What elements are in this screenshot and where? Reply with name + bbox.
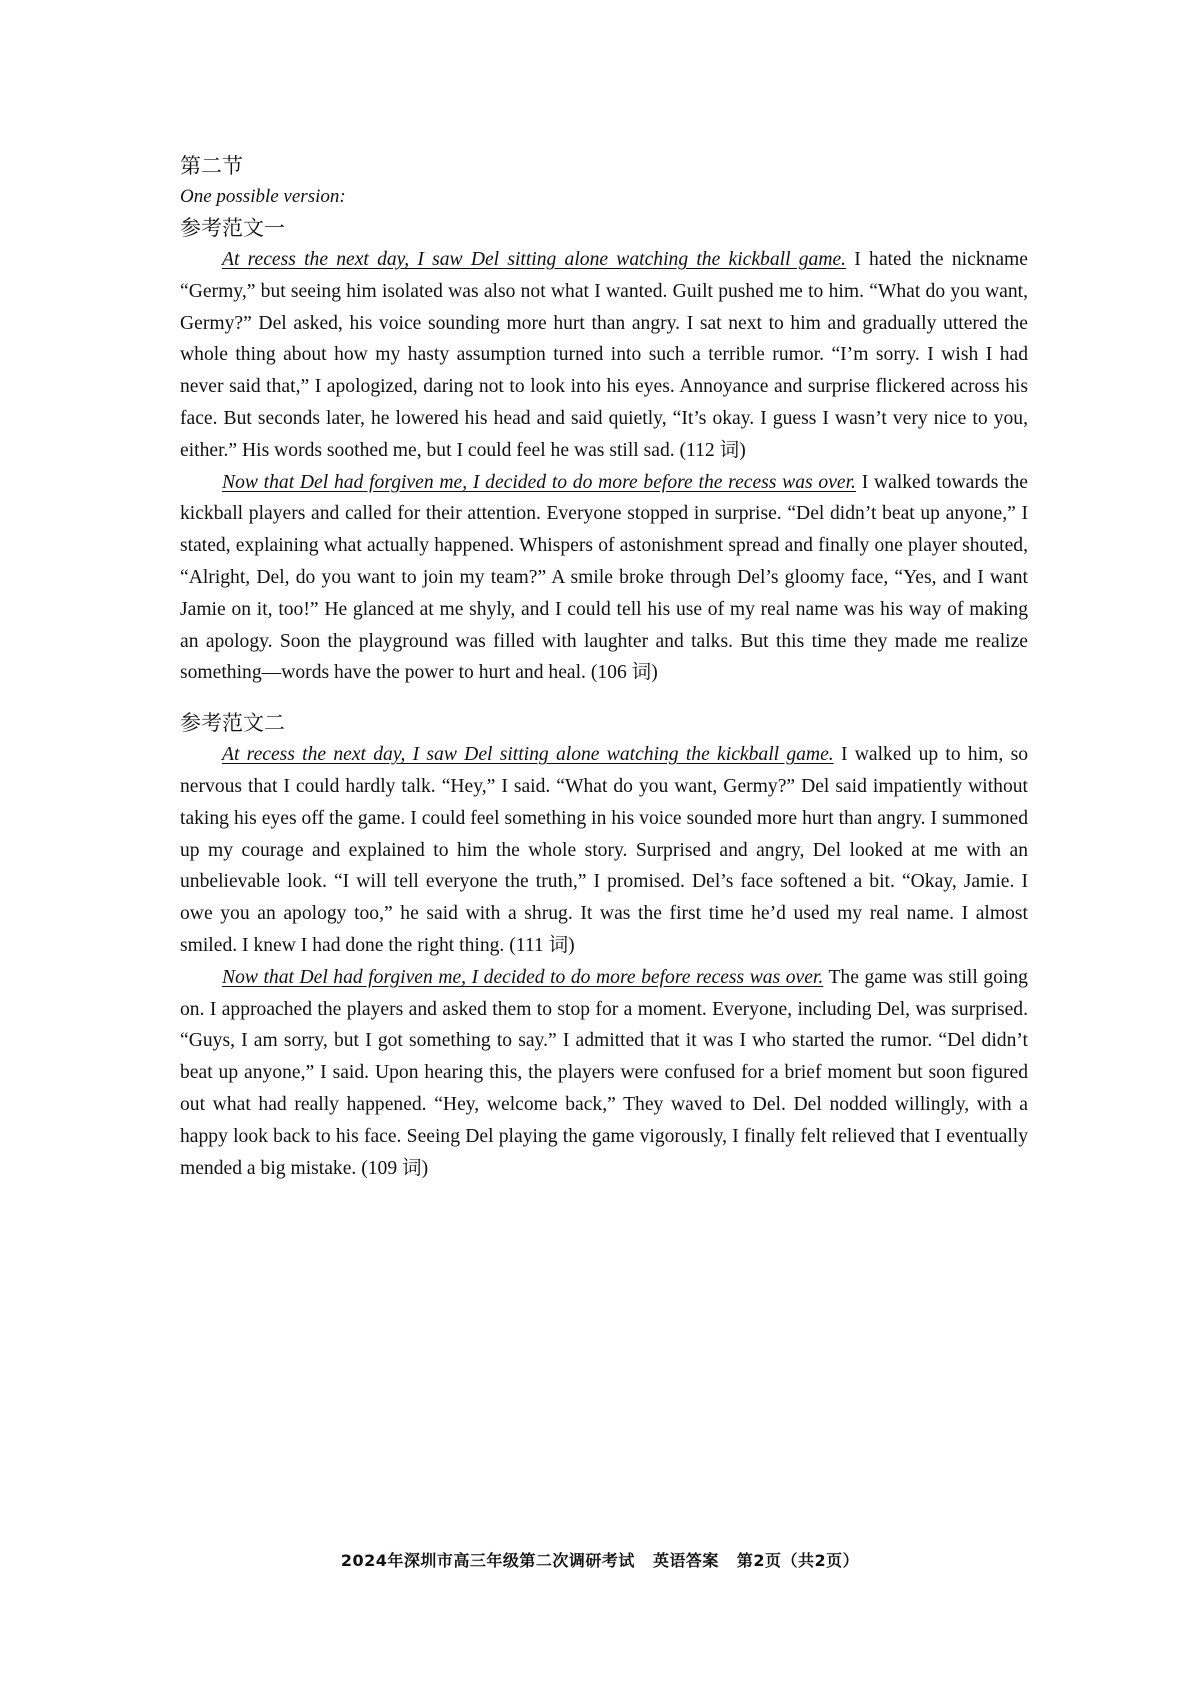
essay-paragraph [180,244,1028,467]
essay-title: 参考范文一 [180,216,285,240]
exam-name: 2024年深圳市高三年级第二次调研考试 [340,1551,635,1570]
version-label: One possible version: [180,186,346,207]
page-number: 第2页（共2页） [736,1551,860,1570]
given-opening-sentence: At recess the next day, I saw Del sitting alone watching the kickball game. [222,249,847,270]
essay-paragraph [180,467,1028,690]
section-title: 第二节 [180,154,243,178]
essay-one [180,212,1028,689]
given-opening-sentence: Now that Del had forgiven me, I decided to do more before the recess was over. [222,471,856,493]
essay-title: 参考范文二 [180,711,285,736]
essay-paragraph [180,739,1028,962]
given-opening-sentence: At recess the next day, I saw Del sitting alone watching the kickball game. [222,744,834,766]
essay-two [180,707,1028,1184]
page-footer [0,1548,1200,1571]
paragraph-text: I hated the nickname “Germy,” but seeing him isolated was also not what I wanted. Guilt pushed me to him. “What do you want, Germy?” Del asked, his voice sounding more hurt than angry. I sat next to him and gradually uttered the whole thing about how my hasty assumption turned into such a terrible rumor. “I’m sorry. I wish I had never said that,” I apologized, daring not to look into his eyes. Annoyance and surprise flickered across his face. But seconds later, he lowered his head and said quietly, “It’s okay. I guess I wasn’t very nice to you, either.” His words soothed me, but I could feel he was still sad. (112 词) [180,249,1028,461]
answer-page [180,150,1028,1184]
essay-paragraph [180,962,1028,1185]
given-opening-sentence: Now that Del had forgiven me, I decided to do more before recess was over. [222,966,824,988]
subject-label: 英语答案 [652,1551,719,1570]
paragraph-text: I walked towards the kickball players and called for their attention. Everyone stopped in surprise. “Del didn’t beat up anyone,” I stated, explaining what actually happened. Whispers of astonishment spread and finally one player shouted, “Alright, Del, do you want to join my team?” A smile broke through Del’s gloomy face, “Yes, and I want Jamie on it, too!” He glanced at me shyly, and I could tell his use of my real name was his way of making an apology. Soon the playground was filled with laughter and talks. But this time they made me realize something—words have the power to hurt and heal. (106 词) [180,471,1029,684]
paragraph-text: The game was still going on. I approached the players and asked them to stop for a moment. Everyone, including Del, was surprised. “Guys, I am sorry, but I got something to say.” I admitted that it was I who started the rumor. “Del didn’t beat up anyone,” I said. Upon hearing this, the players were confused for a brief moment but soon figured out what had really happened. “Hey, welcome back,” They waved to Del. Del nodded willingly, with a happy look back to his face. Seeing Del playing the game vigorously, I finally felt relieved that I eventually mended a big mistake. (109 词) [180,966,1028,1179]
paragraph-text: I walked up to him, so nervous that I could hardly talk. “Hey,” I said. “What do you want, Germy?” Del said impatiently without taking his eyes off the game. I could feel something in his voice sounded more hurt than angry. I summoned up my courage and explained to him the whole story. Surprised and angry, Del looked at me with an unbelievable look. “I will tell everyone the truth,” I promised. Del’s face softened a bit. “Okay, Jamie. I owe you an apology too,” he said with a shrug. It was the first time he’d used my real name. I almost smiled. I knew I had done the right thing. (111 词) [180,744,1028,956]
